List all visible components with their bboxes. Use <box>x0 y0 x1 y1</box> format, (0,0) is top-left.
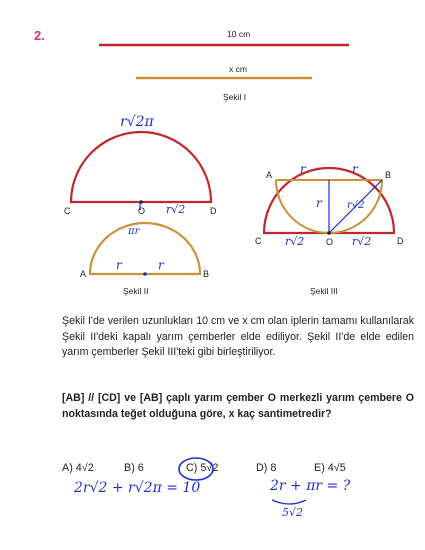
point-a: A <box>80 269 87 279</box>
f3-point-b: B <box>385 170 392 180</box>
point-d: D <box>210 206 217 216</box>
option-a[interactable]: A) 4√2 <box>62 462 94 474</box>
point-o: O <box>138 206 146 216</box>
question-paragraph: [AB] // [CD] ve [AB] çaplı yarım çember O merkezli yarım çembere O noktasında teğet olduğuna göre, x kaç santimetredir? <box>62 392 414 420</box>
hw-f3-rdiag: r√2 <box>347 200 365 211</box>
option-d[interactable]: D) 8 <box>256 462 277 474</box>
hw-f3-rv: r <box>316 196 322 210</box>
option-c[interactable]: C) 5√2 <box>186 462 219 474</box>
problem-paragraph: Şekil I'de verilen uzunlukları 10 cm ve x cm olan iplerin tamamı kullanılarak Şekil II'deki kapalı yarım çemberler elde ediliyor. Şekil II'de elde edilen yarım çemberler Şekil III'teki gibi birleştiriliyor. <box>62 315 414 359</box>
hw-radius: r√2 <box>166 203 186 216</box>
figure3-caption: Şekil III <box>310 286 338 296</box>
hw-top-arc: r√2π <box>120 114 154 130</box>
hw-result: 5√2 <box>282 506 304 519</box>
option-b[interactable]: B) 6 <box>124 462 144 474</box>
question-number: 2. <box>34 28 45 43</box>
figure2-caption: Şekil II <box>123 286 149 296</box>
short-rope-label: x cm <box>229 64 247 74</box>
hw-equation1: 2r√2 + r√2π = 10 <box>74 480 201 496</box>
hw-equation2: 2r + πr = ? <box>270 478 351 494</box>
point-c: C <box>64 206 71 216</box>
f3-point-c: C <box>255 236 262 246</box>
hw-f3-r1: r <box>300 162 306 176</box>
point-b: B <box>203 269 210 279</box>
hw-f3-base-right: r√2 <box>352 235 372 248</box>
f3-point-o: O <box>326 237 334 247</box>
f3-point-a: A <box>266 170 273 180</box>
figure1-caption: Şekil I <box>223 92 247 102</box>
f3-point-d: D <box>397 236 404 246</box>
option-e[interactable]: E) 4√5 <box>314 462 346 474</box>
hw-small-r2: r <box>158 258 164 272</box>
hw-small-arc: πr <box>128 226 140 237</box>
hw-f3-r2: r <box>352 162 358 176</box>
hw-small-r1: r <box>116 258 122 272</box>
long-rope-label: 10 cm <box>227 29 251 39</box>
hw-f3-base-left: r√2 <box>285 235 305 248</box>
